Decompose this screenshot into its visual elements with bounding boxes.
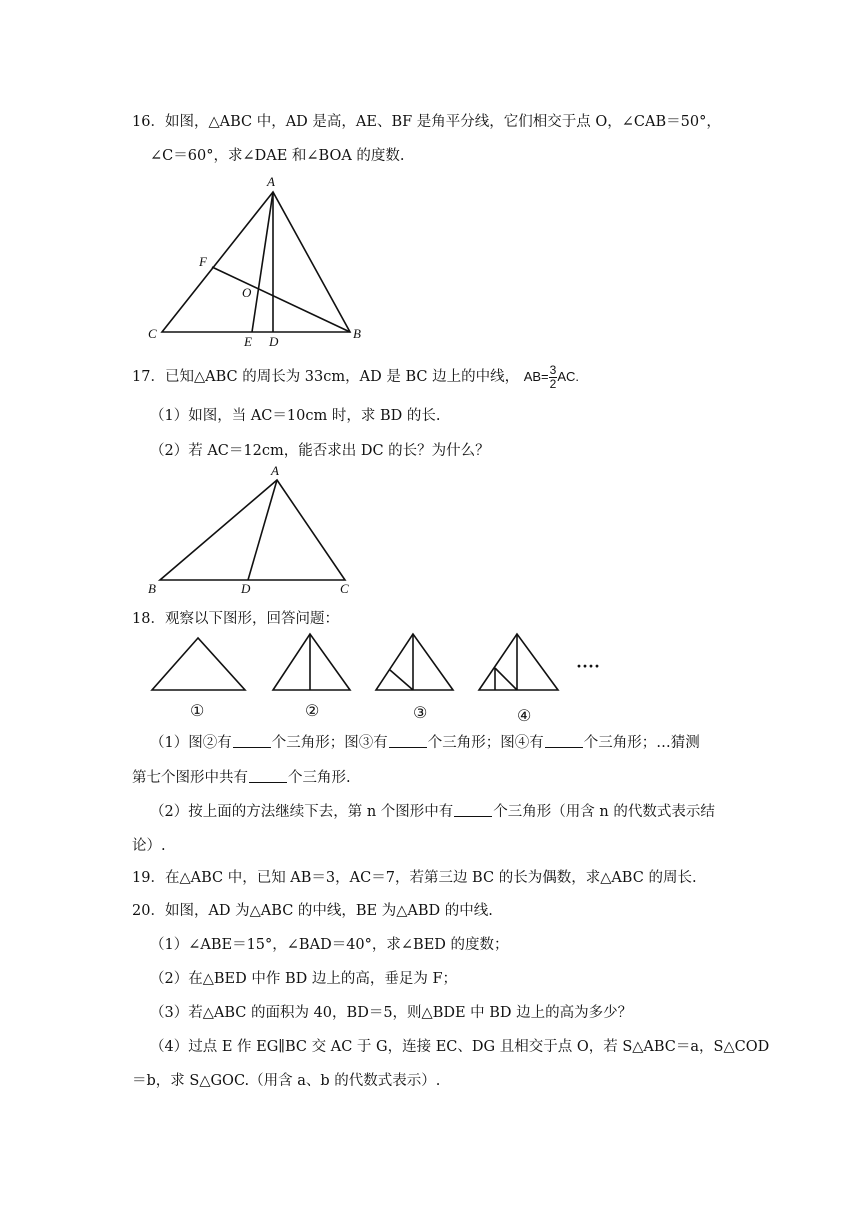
q18-p1b-seg2: 个三角形.: [288, 770, 351, 786]
q18-blank-fig3[interactable]: [389, 733, 427, 748]
q18-part2-line2: 论）.: [132, 838, 166, 854]
q18-fig3-sub: [390, 670, 413, 690]
q17-formula-rhs: AC.: [557, 368, 579, 384]
q18-caption-2: ②: [305, 703, 320, 720]
q18-caption-1: ①: [190, 703, 205, 720]
q18-title: 18．观察以下图形，回答问题：: [132, 611, 339, 627]
q16-label-d: D: [269, 334, 279, 349]
q16-label-o: O: [242, 285, 252, 300]
q18-p1-seg1: （1）图②有: [150, 735, 232, 751]
q18-caption-3: ③: [413, 705, 428, 722]
q18-part1-line1: [150, 733, 700, 753]
q18-p2-seg2: 个三角形（用含 n 的代数式表示结: [493, 804, 715, 820]
q16-label-f: F: [199, 254, 207, 269]
q16-triangle-abc: [162, 192, 350, 332]
q16-text-line2: ∠C＝60°，求∠DAE 和∠BOA 的度数.: [150, 148, 405, 164]
q18-fig4-triangle: [479, 634, 558, 690]
q17-text: 17．已知△ABC 的周长为 33cm，AD 是 BC 边上的中线，: [132, 368, 520, 385]
q19-text: 19．在△ABC 中，已知 AB＝3，AC＝7，若第三边 BC 的长为偶数，求△ABC 的周长.: [132, 870, 697, 886]
q18-blank-fig2[interactable]: [233, 733, 271, 748]
q18-blank-fign[interactable]: [454, 802, 492, 817]
q20-part3: （3）若△ABC 的面积为 40，BD＝5，则△BDE 中 BD 边上的高为多少？: [150, 1005, 633, 1021]
q18-part2-line1: [150, 802, 715, 822]
q18-fig3-triangle: [376, 634, 453, 690]
q17-formula-den: 2: [549, 377, 557, 391]
q20-text: 20．如图，AD 为△ABC 的中线，BE 为△ABD 的中线.: [132, 903, 493, 919]
q16-bisector-bf: [212, 267, 350, 332]
q18-p1-seg4: 个三角形；…猜测: [583, 735, 700, 751]
q17-label-b: B: [148, 581, 156, 596]
q20-part2: （2）在△BED 中作 BD 边上的高，垂足为 F；: [150, 971, 458, 987]
q20-part4-line2: ＝b，求 S△GOC.（用含 a、b 的代数式表示）.: [132, 1073, 441, 1089]
q18-p1b-seg1: 第七个图形中共有: [132, 770, 248, 786]
q16-label-b: B: [353, 326, 361, 341]
q18-p1-seg3: 个三角形；图④有: [427, 735, 544, 751]
q16-triangle-figure: [140, 172, 370, 352]
q17-label-c: C: [340, 581, 349, 596]
q16-label-c: C: [148, 326, 157, 341]
q18-fig4-sub1: [495, 668, 517, 690]
q17-formula-fraction: [549, 364, 558, 391]
q17-triangle-figure: [140, 462, 365, 600]
q17-median-ad: [248, 480, 277, 580]
q18-blank-fig7[interactable]: [249, 768, 287, 783]
q18-fig1-triangle: [152, 638, 245, 690]
q18-part1-line2: [132, 768, 351, 788]
q16-label-e: E: [244, 334, 252, 349]
q17-part1: （1）如图，当 AC＝10cm 时，求 BD 的长.: [150, 408, 441, 424]
q18-p2-seg1: （2）按上面的方法继续下去，第 n 个图形中有: [150, 804, 454, 820]
q17-part2: （2）若 AC＝12cm，能否求出 DC 的长？为什么？: [150, 443, 490, 459]
q16-label-a: A: [267, 174, 275, 189]
q17-label-a: A: [271, 463, 279, 478]
q16-bisector-ae: [252, 192, 273, 332]
q18-p1-seg2: 个三角形；图③有: [271, 735, 388, 751]
q17-formula-num: 3: [549, 363, 557, 377]
q17-formula-lhs: AB=: [523, 368, 549, 384]
q16-text-line1: 16．如图，△ABC 中，AD 是高，AE、BF 是角平分线，它们相交于点 O，∠CAB＝50°，: [132, 114, 721, 130]
q18-fig2-triangle: [273, 634, 350, 690]
q17-formula: [523, 363, 579, 391]
q17-label-d: D: [241, 581, 251, 596]
q20-part1: （1）∠ABE＝15°，∠BAD＝40°，求∠BED 的度数；: [150, 937, 509, 953]
q18-figure-row: [140, 628, 620, 728]
q18-caption-4: ④: [517, 708, 532, 725]
q18-dots: ····: [576, 656, 601, 676]
q20-part4-line1: （4）过点 E 作 EG∥BC 交 AC 于 G，连接 EC、DG 且相交于点 O，若 S△ABC＝a，S△COD: [150, 1039, 770, 1055]
q17-text-line1: [132, 364, 579, 391]
q18-blank-fig4[interactable]: [545, 733, 583, 748]
